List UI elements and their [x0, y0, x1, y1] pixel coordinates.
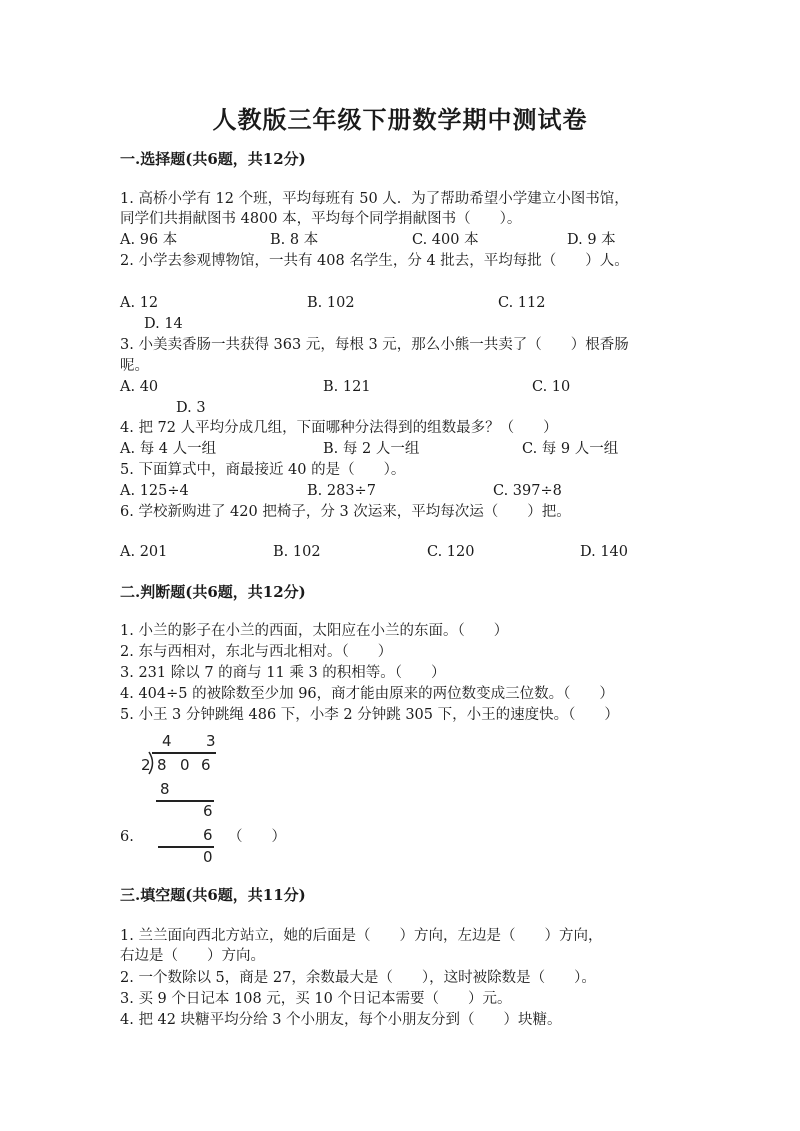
- question-2-line1: 2. 小学去参观博物馆，一共有 408 名学生，分 4 批去，平均每批（ ）人。: [120, 253, 629, 269]
- fill-item-1-line2: 右边是（ ）方向。: [120, 948, 265, 964]
- judgement-item-4: 4. 404÷5 的被除数至少加 96，商才能由原来的两位数变成三位数。（ ）: [120, 686, 614, 702]
- quotient-digit: 3: [206, 732, 216, 750]
- division-bracket: [148, 751, 156, 775]
- question-6-option-a: A. 201: [120, 544, 168, 560]
- judgement-item-5: 5. 小王 3 分钟跳绳 486 下，小李 2 分钟跳 305 下，小王的速度快。（ ）: [120, 707, 619, 723]
- question-5-option-c: C. 397÷8: [493, 483, 562, 499]
- question-1-option-c: C. 400 本: [412, 232, 479, 248]
- question-3-line1: 3. 小美卖香肠一共获得 363 元，每根 3 元，那么小熊一共卖了（ ）根香肠: [120, 337, 629, 353]
- question-4-line1: 4. 把 72 人平均分成几组，下面哪种分法得到的组数最多？（ ）: [120, 420, 558, 436]
- question-5-line1: 5. 下面算式中，商最接近 40 的是（ ）。: [120, 462, 406, 478]
- section-header-fill-in: 三.填空题(共6题，共11分): [120, 886, 306, 904]
- question-6-line1: 6. 学校新购进了 420 把椅子，分 3 次运来，平均每次运（ ）把。: [120, 504, 571, 520]
- section-header-choice: 一.选择题(共6题，共12分): [120, 150, 306, 168]
- dividend-digit: 6: [201, 756, 211, 774]
- section-header-judgement: 二.判断题(共6题，共12分): [120, 583, 306, 601]
- judgement-item-1: 1. 小兰的影子在小兰的西面，太阳应在小兰的东面。（ ）: [120, 623, 509, 639]
- question-2-option-a: A. 12: [120, 295, 159, 311]
- question-4-option-c: C. 每 9 人一组: [522, 441, 619, 457]
- judgement-item-2: 2. 东与西相对，东北与西北相对。（ ）: [120, 644, 393, 660]
- question-2-option-c: C. 112: [498, 295, 546, 311]
- question-1-line2: 同学们共捐献图书 4800 本，平均每个同学捐献图书（ ）。: [120, 211, 522, 227]
- fill-item-3: 3. 买 9 个日记本 108 元，买 10 个日记本需要（ ）元。: [120, 991, 512, 1007]
- question-6-option-d: D. 140: [580, 544, 629, 560]
- step-remainder-1: 6: [203, 802, 213, 820]
- judgement-item-6-number: 6.: [120, 829, 134, 845]
- dividend-digit: 8: [157, 756, 167, 774]
- divisor-digit: 2: [141, 756, 151, 774]
- fill-item-4: 4. 把 42 块糖平均分给 3 个小朋友，每个小朋友分到（ ）块糖。: [120, 1012, 562, 1028]
- question-5-option-a: A. 125÷4: [120, 483, 189, 499]
- final-remainder: 0: [203, 848, 213, 866]
- question-3-option-b: B. 121: [323, 379, 371, 395]
- step-product-1: 8: [160, 780, 170, 798]
- question-1-option-b: B. 8 本: [270, 232, 319, 248]
- question-2-option-d: D. 14: [144, 316, 183, 332]
- question-1-line1: 1. 高桥小学有 12 个班，平均每班有 50 人．为了帮助希望小学建立小图书馆，: [120, 191, 629, 207]
- division-bar-line: [152, 752, 216, 754]
- question-3-line2: 呢。: [120, 358, 149, 374]
- question-6-option-c: C. 120: [427, 544, 475, 560]
- page-title: 人教版三年级下册数学期中测试卷: [212, 105, 588, 134]
- question-5-option-b: B. 283÷7: [307, 483, 376, 499]
- question-2-option-b: B. 102: [307, 295, 355, 311]
- question-1-option-d: D. 9 本: [567, 232, 616, 248]
- question-1-option-a: A. 96 本: [120, 232, 178, 248]
- quotient-digit: 4: [162, 732, 172, 750]
- dividend-digit: 0: [180, 756, 190, 774]
- fill-item-1-line1: 1. 兰兰面向西北方站立，她的后面是（ ）方向，左边是（ ）方向，: [120, 928, 603, 944]
- question-6-option-b: B. 102: [273, 544, 321, 560]
- question-4-option-a: A. 每 4 人一组: [120, 441, 217, 457]
- judgement-item-3: 3. 231 除以 7 的商与 11 乘 3 的积相等。（ ）: [120, 665, 446, 681]
- question-4-option-b: B. 每 2 人一组: [323, 441, 420, 457]
- step-product-2: 6: [203, 826, 213, 844]
- question-3-option-d: D. 3: [176, 400, 206, 416]
- fill-item-2: 2. 一个数除以 5，商是 27，余数最大是（ ），这时被除数是（ ）。: [120, 970, 596, 986]
- judgement-item-6-blank: （ ）: [228, 829, 286, 845]
- question-3-option-c: C. 10: [532, 379, 571, 395]
- question-3-option-a: A. 40: [120, 379, 159, 395]
